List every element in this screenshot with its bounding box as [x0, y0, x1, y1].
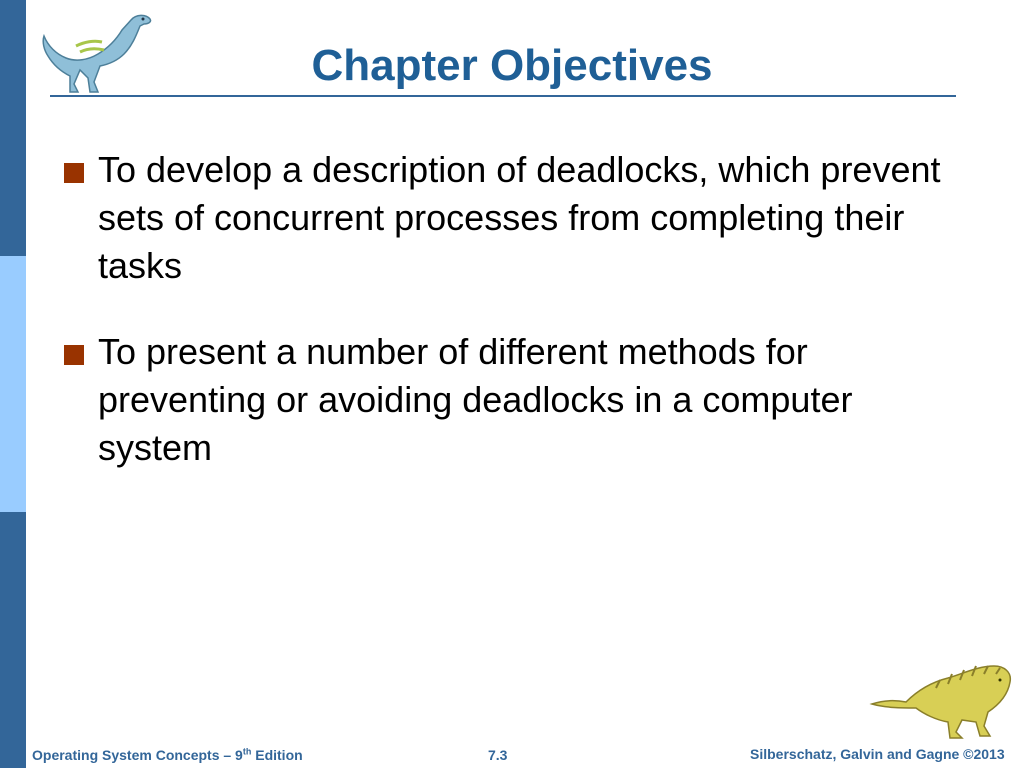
page-number: 7.3: [488, 747, 508, 763]
dinosaur-icon: [866, 660, 1016, 740]
left-sidebar-highlight: [0, 256, 26, 512]
bullet-text: To present a number of different methods for preventing or avoiding deadlocks in a computer system: [98, 331, 853, 468]
footer-book-title: Operating System Concepts – 9th Edition: [32, 746, 303, 763]
title-divider: [50, 95, 956, 97]
page-title: Chapter Objectives: [311, 41, 713, 90]
square-bullet-icon: [64, 163, 84, 183]
list-item: [62, 146, 962, 290]
footer-copyright: Silberschatz, Galvin and Gagne ©2013: [750, 746, 1005, 762]
bullet-list: [62, 146, 962, 472]
bullet-text: To develop a description of deadlocks, which prevent sets of concurrent processes from completing their tasks: [98, 149, 941, 286]
square-bullet-icon: [64, 345, 84, 365]
list-item: [62, 328, 962, 472]
